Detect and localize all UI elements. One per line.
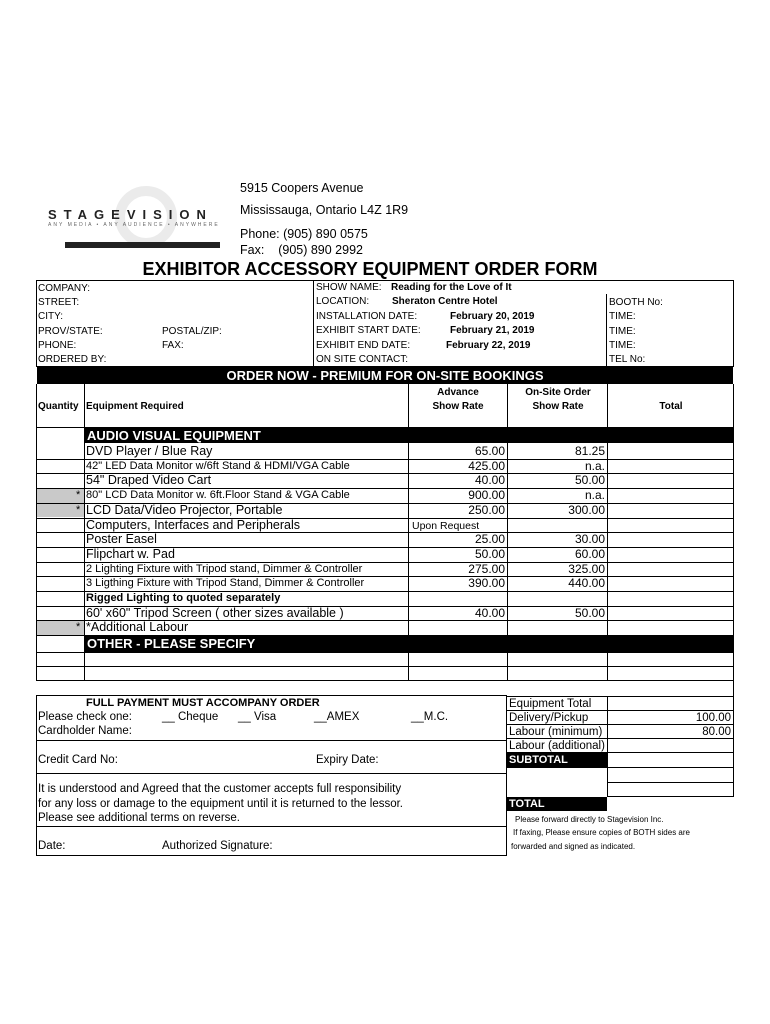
company-logo: STAGEVISION [48,207,213,222]
postal-zip-field[interactable]: POSTAL/ZIP: [162,326,222,337]
col-onsite-1: On-Site Order [525,387,591,398]
fax-field[interactable]: FAX: [162,340,184,351]
delivery-label: Delivery/Pickup [509,712,589,724]
quantity-cell[interactable] [37,562,77,576]
equipment-item: *Additional Labour [86,620,189,634]
credit-card-field[interactable]: Credit Card No: [38,754,118,766]
equipment-item: LCD Data/Video Projector, Portable [86,503,283,517]
quantity-cell[interactable] [37,532,77,546]
equipment-item: 80" LCD Data Monitor w. 6ft.Floor Stand & VGA Cable [86,489,350,501]
street-field[interactable]: STREET: [38,297,80,308]
address-line-2: Mississauga, Ontario L4Z 1R9 [240,203,409,217]
note-line-1: Please forward directly to Stagevision Inc. [515,815,664,824]
advance-rate: 425.00 [468,459,505,473]
install-label: INSTALLATION DATE: [316,311,418,322]
start-date: February 21, 2019 [450,325,535,336]
end-date: February 22, 2019 [446,340,531,351]
quantity-cell[interactable] [37,606,77,620]
advance-rate: 390.00 [468,576,505,590]
quantity-cell[interactable] [37,488,77,502]
equipment-item: Poster Easel [86,532,157,546]
quantity-cell[interactable] [37,518,77,532]
section-other: OTHER - PLEASE SPECIFY [85,635,734,652]
onsite-rate: n.a. [584,488,605,502]
signature-field[interactable]: Authorized Signature: [162,840,273,852]
onsite-rate: 60.00 [574,547,605,561]
onsite-rate: 50.00 [574,606,605,620]
time-field-3[interactable]: TIME: [609,340,636,351]
location: Sheraton Centre Hotel [392,296,498,307]
agreement-line-2: for any loss or damage to the equipment until it is returned to the lessor. [38,798,404,810]
company-field[interactable]: COMPANY: [38,283,91,294]
subtotal-label: SUBTOTAL [507,753,607,768]
address-line-1: 5915 Coopers Avenue [240,181,364,195]
onsite-rate: 440.00 [568,576,605,590]
cheque-option[interactable]: __ Cheque [162,711,219,723]
quantity-cell[interactable] [37,547,77,561]
onsite-rate: 325.00 [568,562,605,576]
onsite-rate: 81.25 [574,444,605,458]
equipment-item: Rigged Lighting to quoted separately [86,592,281,604]
tel-field[interactable]: TEL No: [609,354,646,365]
col-advance-2: Show Rate [432,401,484,412]
quantity-cell[interactable] [37,576,77,590]
col-onsite-2: Show Rate [532,401,584,412]
total-label: TOTAL [507,797,607,811]
check-one-label: Please check one: [38,711,132,723]
advance-rate: 65.00 [474,444,505,458]
labour-min-value: 80.00 [702,726,731,738]
equipment-item: DVD Player / Blue Ray [86,444,213,458]
equipment-item: 60' x60" Tripod Screen ( other sizes available ) [86,606,344,620]
delivery-value: 100.00 [695,712,731,724]
onsite-rate: n.a. [584,459,605,473]
ordered-by-field[interactable]: ORDERED BY: [38,354,107,365]
col-equipment: Equipment Required [86,401,184,412]
visa-option[interactable]: __ Visa [238,711,277,723]
expiry-field[interactable]: Expiry Date: [316,754,379,766]
equipment-item: Computers, Interfaces and Peripherals [86,518,300,532]
section-audio-visual: AUDIO VISUAL EQUIPMENT [85,428,734,443]
location-label: LOCATION: [316,296,370,307]
amex-option[interactable]: __AMEX [314,711,360,723]
advance-rate: 900.00 [468,488,505,502]
logo-tagline: ANY MEDIA • ANY AUDIENCE • ANYWHERE [48,222,220,228]
quantity-cell[interactable] [37,503,77,517]
equipment-item: Flipchart w. Pad [86,547,175,561]
page-title: EXHIBITOR ACCESSORY EQUIPMENT ORDER FORM [142,259,598,279]
booth-field[interactable]: BOOTH No: [609,297,663,308]
advance-rate: 275.00 [468,562,505,576]
logo-bar [65,242,220,248]
agreement-line-1: It is understood and Agreed that the customer accepts full responsibility [38,783,402,795]
equipment-item: 3 Ligthing Fixture with Tripod Stand, Dimmer & Controller [86,577,365,589]
end-label: EXHIBIT END DATE: [316,340,411,351]
prov-state-field[interactable]: PROV/STATE: [38,326,103,337]
labour-add-label: Labour (additional) [509,740,605,752]
payment-heading: FULL PAYMENT MUST ACCOMPANY ORDER [86,697,320,709]
show-name: Reading for the Love of It [391,282,512,293]
install-date: February 20, 2019 [450,311,535,322]
advance-rate: 40.00 [474,606,505,620]
note-line-2: If faxing, Please ensure copies of BOTH sides are [513,828,690,837]
time-field-1[interactable]: TIME: [609,311,636,322]
quantity-cell[interactable] [37,473,77,487]
mc-option[interactable]: __M.C. [411,711,449,723]
date-field[interactable]: Date: [38,840,66,852]
cardholder-field[interactable]: Cardholder Name: [38,725,132,737]
onsite-rate: 30.00 [574,532,605,546]
quantity-cell[interactable] [37,459,77,473]
order-banner: ORDER NOW - PREMIUM FOR ON-SITE BOOKINGS [37,367,733,384]
city-field[interactable]: CITY: [38,311,64,322]
col-total: Total [659,401,683,412]
equipment-item: 54" Draped Video Cart [86,473,212,487]
advance-rate: 50.00 [474,547,505,561]
phone: Phone: (905) 890 0575 [240,227,368,241]
equipment-total-label: Equipment Total [509,698,592,710]
quantity-cell[interactable] [37,444,77,458]
required-mark: * [76,489,81,501]
labour-min-label: Labour (minimum) [509,726,603,738]
fax: Fax: (905) 890 2992 [240,243,363,257]
start-label: EXHIBIT START DATE: [316,325,421,336]
col-quantity: Quantity [38,401,79,412]
col-advance-1: Advance [437,387,479,398]
quantity-cell[interactable] [37,620,77,634]
onsite-rate: 300.00 [568,503,605,517]
quantity-cell[interactable] [37,591,77,605]
advance-rate: 250.00 [468,503,505,517]
time-field-2[interactable]: TIME: [609,326,636,337]
required-mark: * [76,621,81,633]
contact-field[interactable]: ON SITE CONTACT: [316,354,409,365]
advance-rate: 40.00 [474,473,505,487]
advance-rate: 25.00 [474,532,505,546]
agreement-line-3: Please see additional terms on reverse. [38,812,240,824]
note-line-3: forwarded and signed as indicated. [511,842,636,851]
equipment-item: 42" LED Data Monitor w/6ft Stand & HDMI/VGA Cable [86,460,350,472]
advance-rate: Upon Request [412,520,480,532]
onsite-rate: 50.00 [574,473,605,487]
show-name-label: SHOW NAME: [316,282,382,293]
required-mark: * [76,504,81,516]
equipment-item: 2 Lighting Fixture with Tripod stand, Dimmer & Controller [86,563,363,575]
phone-field[interactable]: PHONE: [38,340,77,351]
